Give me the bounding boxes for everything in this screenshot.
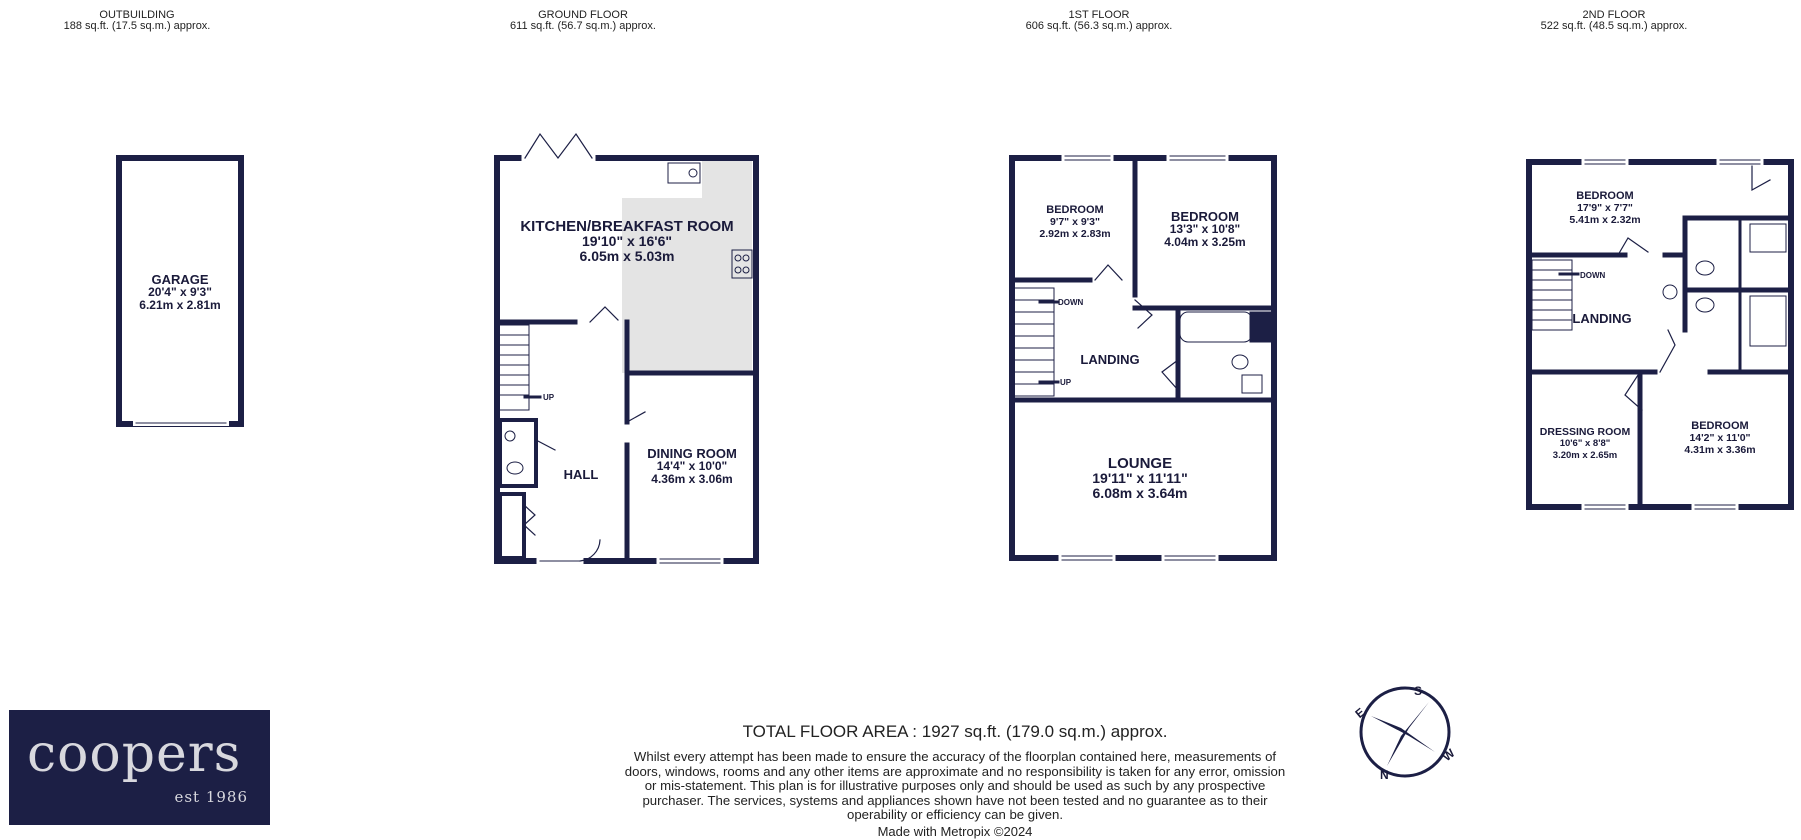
room-name: BEDROOM xyxy=(1576,190,1634,202)
room-label-landing-1f xyxy=(1070,353,1150,366)
room-metric: 6.08m x 3.64m xyxy=(1092,485,1188,501)
logo-est: est 1986 xyxy=(174,788,248,806)
room-metric: 2.92m x 2.83m xyxy=(1039,228,1111,240)
room-imperial: 17'9" x 7'7" xyxy=(1577,202,1633,214)
room-name: HALL xyxy=(563,467,599,482)
room-label-landing-2f xyxy=(1562,312,1642,325)
floor-area: 188 sq.ft. (17.5 sq.m.) approx. xyxy=(63,20,211,32)
room-imperial: 13'3" x 10'8" xyxy=(1169,222,1241,236)
room-label-hall xyxy=(556,468,606,481)
room-label-garage xyxy=(135,273,225,312)
room-metric: 6.05m x 5.03m xyxy=(579,248,675,264)
room-imperial: 10'6" x 8'8" xyxy=(1559,438,1611,449)
room-name: BEDROOM xyxy=(1691,420,1749,432)
compass-s-label: S xyxy=(1414,684,1423,698)
room-metric: 5.41m x 2.32m xyxy=(1569,214,1641,226)
room-label-kitchen xyxy=(507,219,747,264)
room-imperial: 9'7" x 9'3" xyxy=(1050,216,1100,228)
room-name: BEDROOM xyxy=(1171,209,1239,224)
stair-label-up-ground: UP xyxy=(543,393,555,402)
room-imperial: 14'2" x 11'0" xyxy=(1689,432,1751,444)
total-floor-area: TOTAL FLOOR AREA : 1927 sq.ft. (179.0 sq.m.) approx. xyxy=(742,722,1168,741)
room-name: KITCHEN/BREAKFAST ROOM xyxy=(520,218,734,235)
room-imperial: 19'11" x 11'11" xyxy=(1092,470,1188,486)
room-metric: 3.20m x 2.65m xyxy=(1552,450,1618,461)
room-metric: 4.04m x 3.25m xyxy=(1164,235,1246,249)
stair-label-down-2f: DOWN xyxy=(1580,271,1606,280)
room-name: LOUNGE xyxy=(1107,455,1173,472)
floor-area: 606 sq.ft. (56.3 sq.m.) approx. xyxy=(1025,20,1173,32)
compass-w-label: W xyxy=(1439,745,1458,765)
room-imperial: 14'4" x 10'0" xyxy=(656,459,728,473)
room-label-bedroom-2f-bottom xyxy=(1660,420,1780,456)
room-metric: 6.21m x 2.81m xyxy=(139,298,221,312)
ground-floor-outline xyxy=(497,134,756,563)
coopers-logo xyxy=(9,710,270,825)
room-name: DRESSING ROOM xyxy=(1539,426,1631,438)
credit-text: Made with Metropix ©2024 xyxy=(877,824,1033,839)
floor-name: GROUND FLOOR xyxy=(538,9,628,21)
stair-label-up-1f: UP xyxy=(1060,378,1072,387)
room-imperial: 19'10" x 16'6" xyxy=(581,233,672,249)
room-name: LANDING xyxy=(1572,311,1632,326)
room-metric: 4.31m x 3.36m xyxy=(1684,444,1756,456)
compass-n-label: N xyxy=(1380,768,1389,782)
room-metric: 4.36m x 3.06m xyxy=(651,472,733,486)
stair-label-down-1f: DOWN xyxy=(1058,298,1084,307)
compass-rose-icon xyxy=(1361,688,1449,776)
room-label-dressing-room xyxy=(1531,426,1639,462)
room-label-lounge xyxy=(1070,456,1210,501)
compass-e-label: E xyxy=(1352,705,1368,721)
floor-area: 522 sq.ft. (48.5 sq.m.) approx. xyxy=(1540,20,1688,32)
floor-name: OUTBUILDING xyxy=(99,9,175,21)
logo-wordmark: coopers xyxy=(27,724,242,784)
room-name: DINING ROOM xyxy=(647,446,737,461)
room-label-bedroom-1f-small xyxy=(1020,204,1130,240)
room-label-bedroom-1f-large xyxy=(1145,210,1265,249)
floor-name: 2ND FLOOR xyxy=(1582,9,1646,21)
room-name: LANDING xyxy=(1080,352,1140,367)
floor-area: 611 sq.ft. (56.7 sq.m.) approx. xyxy=(510,20,656,32)
floor-name: 1ST FLOOR xyxy=(1068,9,1130,21)
room-imperial: 20'4" x 9'3" xyxy=(148,285,212,299)
room-name: BEDROOM xyxy=(1046,204,1104,216)
room-label-dining xyxy=(630,447,754,486)
room-name: GARAGE xyxy=(151,272,209,287)
disclaimer-text: Whilst every attempt has been made to ensure the accuracy of the floorplan contained here, measurements of doors, windows, rooms and any other items are approximate and no responsibility is taken for any error, omission or mis-statement. This plan is for illustrative purposes only and should be used as such by any prospective purchaser. The services, systems and appliances shown have not been tested and no guarantee as to their operability or efficiency can be given. xyxy=(624,749,1286,823)
room-label-bedroom-2f-top xyxy=(1550,190,1660,226)
